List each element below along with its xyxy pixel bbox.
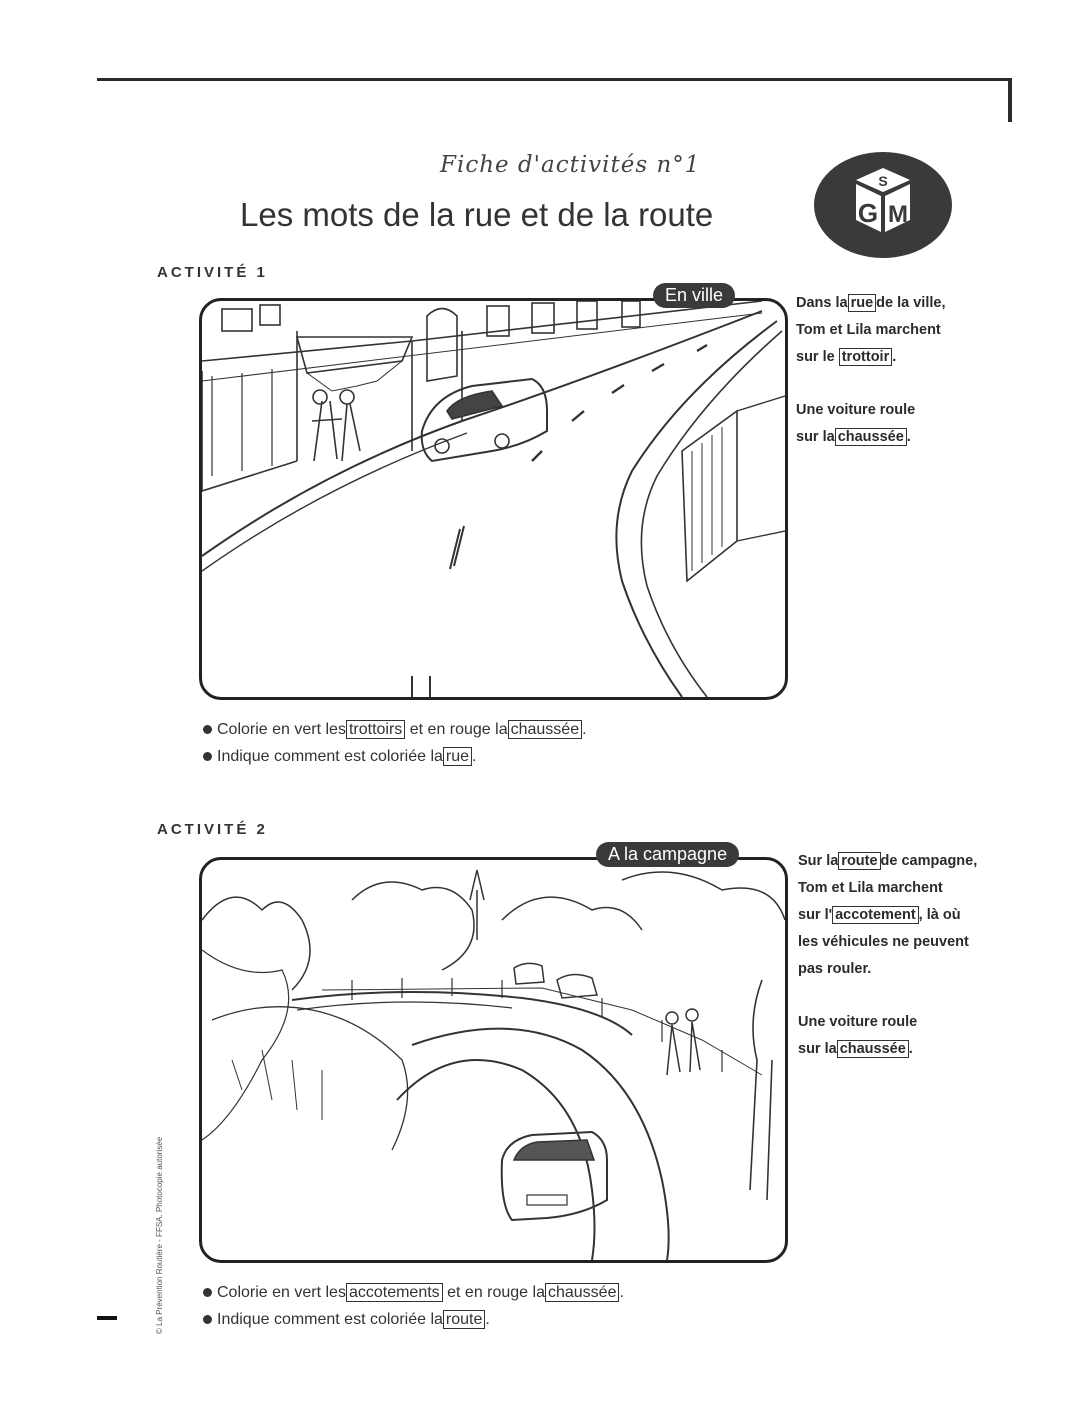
side-text-part: , là où xyxy=(918,907,961,923)
side-text-part: sur la xyxy=(796,429,835,445)
city-illustration xyxy=(199,298,788,700)
boxed-word-trottoirs: trottoirs xyxy=(346,720,405,739)
side-text-part: Sur la xyxy=(798,853,839,869)
activity-1-label: ACTIVITÉ 1 xyxy=(157,264,268,281)
worksheet-title: Les mots de la rue et de la route xyxy=(240,196,714,233)
logo-letter-g: G xyxy=(857,198,879,228)
side-text-part: sur la xyxy=(798,1041,837,1057)
boxed-word-chaussee: chaussée xyxy=(508,720,583,739)
side-text-part: sur l' xyxy=(798,907,833,923)
corner-mark xyxy=(1008,78,1012,122)
boxed-word-rue: rue xyxy=(443,747,472,766)
boxed-word-accotement: accotement xyxy=(832,906,919,924)
boxed-word-route: route xyxy=(838,852,880,870)
side-text-line: Tom et Lila marchent xyxy=(798,880,943,896)
copyright-credit: © La Prévention Routière - FFSA. Photocopie autorisée xyxy=(155,1136,164,1334)
activity-1-instructions xyxy=(203,716,587,770)
activity-2-instructions xyxy=(203,1279,624,1333)
instruction-part: et en rouge la xyxy=(409,721,508,738)
boxed-word-chaussee: chaussée xyxy=(837,1040,909,1058)
bottom-mark xyxy=(97,1316,117,1320)
boxed-word-chaussee: chaussée xyxy=(545,1283,620,1302)
boxed-word-rue: rue xyxy=(848,294,877,312)
side-text-part: . xyxy=(908,1041,913,1057)
side-text-line: Une voiture roule xyxy=(796,402,916,418)
top-rule xyxy=(97,78,1012,81)
side-text-part: sur le xyxy=(796,349,835,365)
countryside-illustration xyxy=(199,857,788,1263)
activity-2-label: ACTIVITÉ 2 xyxy=(157,821,268,838)
activity-2-side-text xyxy=(798,848,1008,1063)
gsm-logo xyxy=(812,150,954,260)
boxed-word-accotements: accotements xyxy=(346,1283,443,1302)
side-text-part: de la ville, xyxy=(876,295,946,311)
instruction-part: Colorie en vert les xyxy=(217,721,346,738)
side-text-part: Dans la xyxy=(796,295,848,311)
instruction-part: Indique comment est coloriée la xyxy=(217,748,443,765)
bullet-icon xyxy=(203,725,212,734)
instruction-part: . xyxy=(485,1311,490,1328)
bullet-icon xyxy=(203,1288,212,1297)
instruction-part: Indique comment est coloriée la xyxy=(217,1311,443,1328)
tag-en-ville: En ville xyxy=(653,283,735,308)
instruction-part: et en rouge la xyxy=(447,1284,545,1301)
logo-letter-s: S xyxy=(878,173,888,189)
side-text-line: Tom et Lila marchent xyxy=(796,322,941,338)
activity-1-side-text xyxy=(796,290,996,451)
worksheet-subtitle: Fiche d'activités n°1 xyxy=(440,152,701,178)
side-text-line: pas rouler. xyxy=(798,961,872,977)
logo-letter-m: M xyxy=(888,201,908,228)
bullet-icon xyxy=(203,752,212,761)
side-text-part: . xyxy=(892,349,897,365)
instruction-part: Colorie en vert les xyxy=(217,1284,346,1301)
side-text-part: de campagne, xyxy=(880,853,978,869)
side-text-part: . xyxy=(906,429,911,445)
side-text-line: les véhicules ne peuvent xyxy=(798,934,969,950)
bullet-icon xyxy=(203,1315,212,1324)
side-text-line: Une voiture roule xyxy=(798,1014,918,1030)
boxed-word-trottoir: trottoir xyxy=(839,348,893,366)
boxed-word-chaussee: chaussée xyxy=(835,428,907,446)
instruction-part: . xyxy=(619,1284,624,1301)
instruction-part: . xyxy=(472,748,477,765)
instruction-part: . xyxy=(582,721,587,738)
boxed-word-route: route xyxy=(443,1310,485,1329)
tag-a-la-campagne: A la campagne xyxy=(596,842,739,867)
